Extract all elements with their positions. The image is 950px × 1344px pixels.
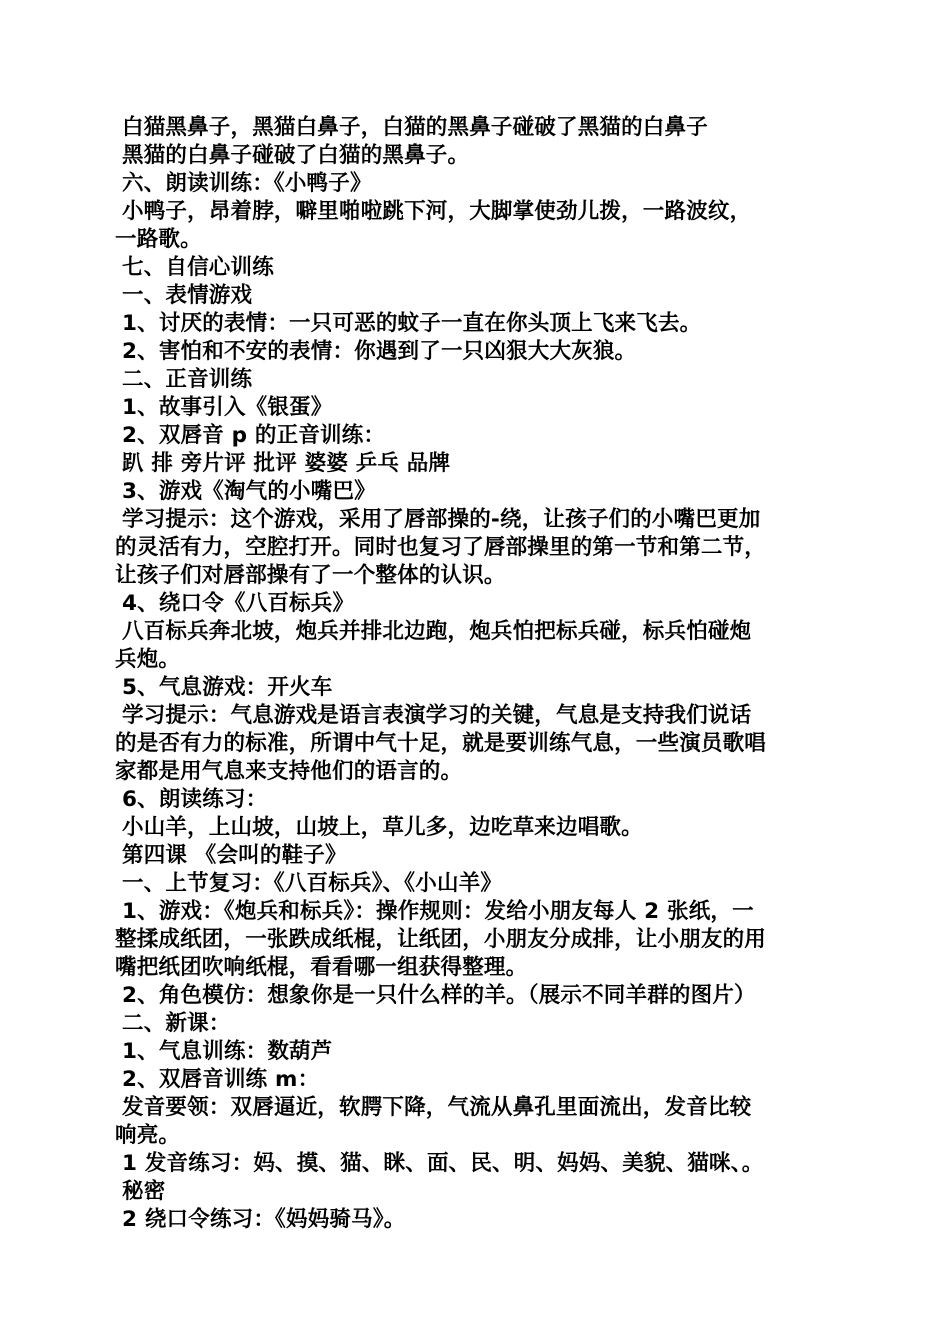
- lesson-title: 第四课 《会叫的鞋子》: [122, 843, 347, 868]
- text-line: 嘴把纸团吹响纸棍，看看哪一组获得整理。: [115, 955, 528, 980]
- section-heading: 六、朗读训练：《小鸭子》: [122, 171, 372, 196]
- text-line: 小山羊，上山坡，山坡上，草儿多，边吃草来边唱歌。: [122, 815, 643, 840]
- list-item: 4、绕口令《八百标兵》: [122, 591, 355, 616]
- text-line: 的是否有力的标准，所谓中气十足，就是要训练气息，一些演员歌唱: [115, 731, 767, 756]
- section-heading: 七、自信心训练: [122, 255, 274, 280]
- section-heading: 二、正音训练: [122, 367, 253, 392]
- text-line: 学习提示：气息游戏是语言表演学习的关键，气息是支持我们说话: [122, 703, 752, 728]
- list-item: 6、朗读练习：: [122, 787, 268, 812]
- text-line: 发音要领：双唇逼近，软腭下降，气流从鼻孔里面流出，发音比较: [122, 1095, 752, 1120]
- text-line: 学习提示：这个游戏，采用了唇部操的-绕，让孩子们的小嘴巴更加: [122, 507, 761, 532]
- text-line: 白猫黑鼻子，黑猫白鼻子，白猫的黑鼻子碰破了黑猫的白鼻子: [122, 115, 708, 140]
- section-heading: 一、表情游戏: [122, 283, 253, 308]
- text-line: 家都是用气息来支持他们的语言的。: [115, 759, 463, 784]
- list-item: 1、故事引入《银蛋》: [122, 395, 333, 420]
- list-item: 1、气息训练：数葫芦: [122, 1039, 333, 1064]
- text-line: 小鸭子，昂着脖，噼里啪啦跳下河，大脚掌使劲儿拨，一路波纹，: [122, 199, 752, 224]
- text-line: 八百标兵奔北坡，炮兵并排北边跑，炮兵怕把标兵碰，标兵怕碰炮: [122, 619, 752, 644]
- text-line: 趴 排 旁片评 批评 婆婆 乒乓 品牌: [122, 451, 451, 476]
- text-line: 让孩子们对唇部操有了一个整体的认识。: [115, 563, 506, 588]
- list-item: 2、双唇音 p 的正音训练：: [122, 423, 386, 448]
- document-body: [115, 114, 835, 1234]
- section-heading: 一、上节复习：《八百标兵》、《小山羊》: [122, 871, 503, 896]
- text-line: 整揉成纸团，一张跌成纸棍，让纸团，小朋友分成排，让小朋友的用: [115, 927, 767, 952]
- list-item: 1、游戏：《炮兵和标兵》：操作规则：发给小朋友每人 2 张纸，一: [122, 899, 754, 924]
- list-item: 2 绕口令练习：《妈妈骑马》。: [122, 1207, 406, 1232]
- text-line: 响亮。: [115, 1123, 181, 1148]
- text-line: 兵炮。: [115, 647, 181, 672]
- text-line: 黑猫的白鼻子碰破了白猫的黑鼻子。: [122, 143, 470, 168]
- list-item: 1 发音练习：妈、摸、猫、眯、面、民、明、妈妈、美貌、猫咪、。: [122, 1151, 764, 1176]
- list-item: 2、害怕和不安的表情：你遇到了一只凶狠大大灰狼。: [122, 339, 637, 364]
- list-item: 2、角色模仿：想象你是一只什么样的羊。（展示不同羊群的图片）: [122, 983, 756, 1008]
- section-heading: 二、新课：: [122, 1011, 231, 1036]
- list-item: 2、双唇音训练 m：: [122, 1067, 320, 1092]
- list-item: 1、讨厌的表情：一只可恶的蚊子一直在你头顶上飞来飞去。: [122, 311, 702, 336]
- text-line: 的灵活有力，空腔打开。同时也复习了唇部操里的第一节和第二节，: [115, 535, 767, 560]
- list-item: 3、游戏《淘气的小嘴巴》: [122, 479, 376, 504]
- text-line: 一路歌。: [115, 227, 202, 252]
- text-line: 秘密: [122, 1179, 166, 1204]
- list-item: 5、气息游戏：开火车: [122, 675, 333, 700]
